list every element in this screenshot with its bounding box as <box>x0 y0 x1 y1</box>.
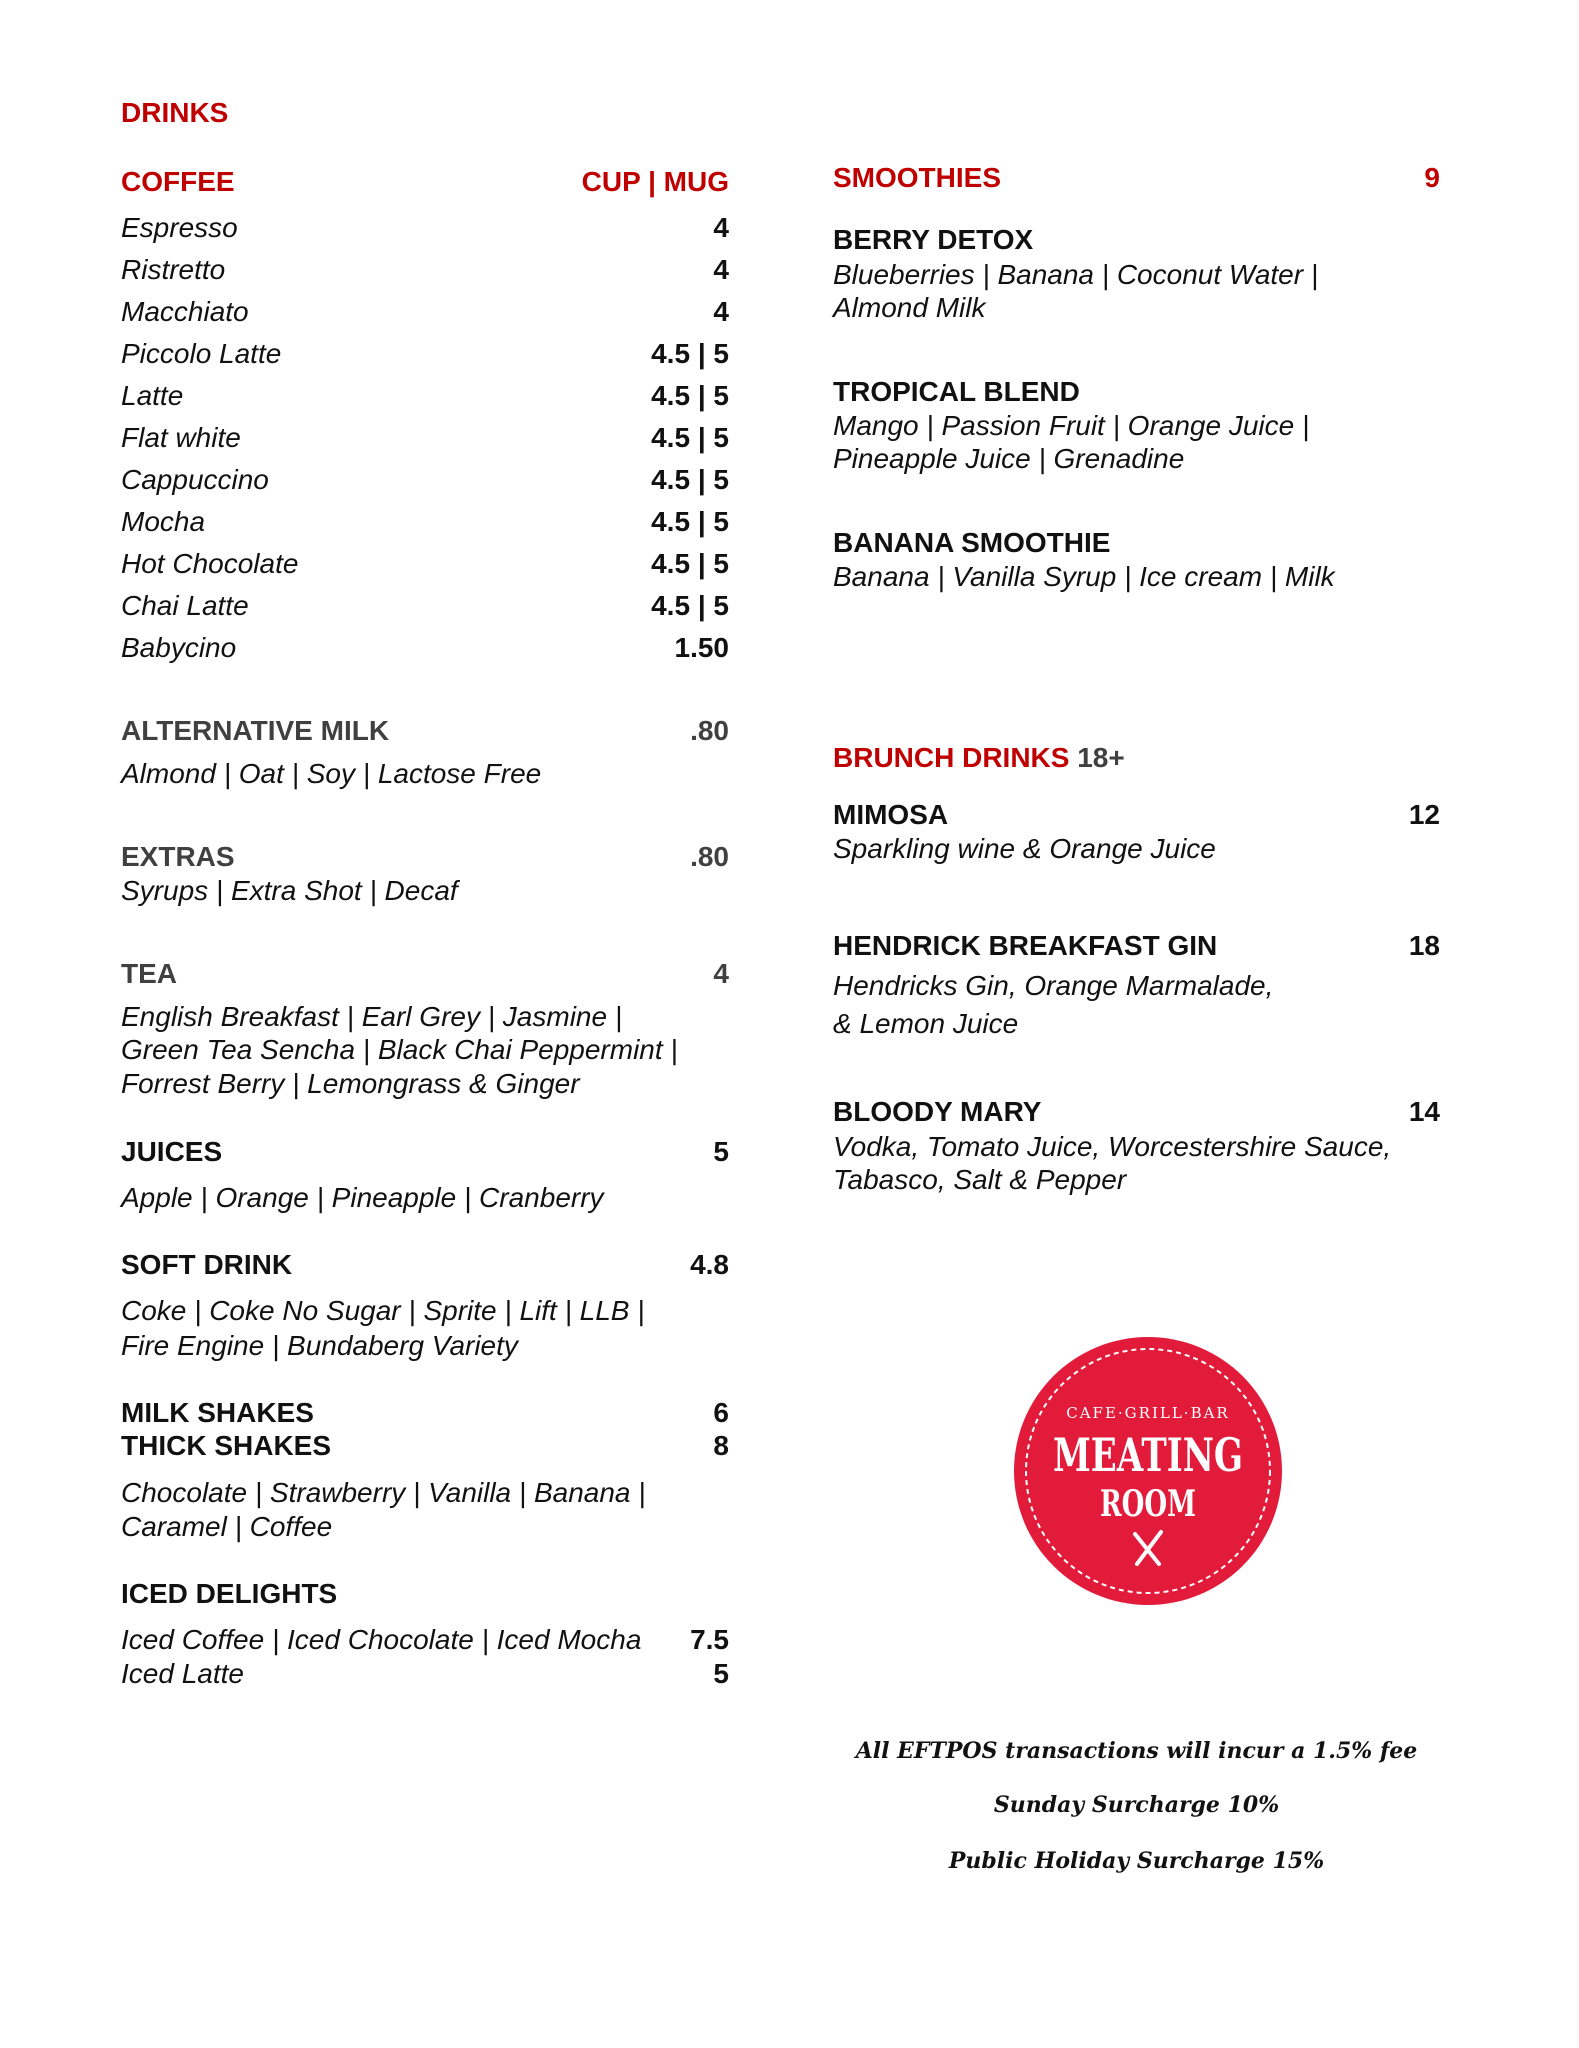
soft-drink-heading-price: 4.8 <box>690 1249 729 1280</box>
brunch-desc <box>833 1162 1440 1198</box>
tea-desc-text: English Breakfast | Earl Grey | Jasmine | <box>121 1001 623 1032</box>
coffee-item-text: Chai Latte <box>121 590 249 621</box>
smoothie-name-text: TROPICAL BLEND <box>833 376 1080 407</box>
smoothies-heading <box>833 160 1440 196</box>
juices-heading-text: JUICES <box>121 1136 223 1167</box>
smoothies-heading-text: SMOOTHIES <box>833 162 1002 193</box>
alt-milk-heading-price: .80 <box>690 715 729 746</box>
extras-heading-text: EXTRAS <box>121 841 235 872</box>
brunch-item <box>833 1094 1440 1130</box>
coffee-item-text: Cappuccino <box>121 464 269 495</box>
iced-item-price: 7.5 <box>690 1624 729 1655</box>
age-badge: 18+ <box>1077 742 1125 773</box>
iced-heading <box>121 1576 729 1612</box>
brunch-desc-text: Sparkling wine & Orange Juice <box>833 833 1216 864</box>
coffee-item-text: Piccolo Latte <box>121 338 282 369</box>
brunch-item-price: 18 <box>1408 930 1440 961</box>
brunch-desc <box>833 1129 1440 1165</box>
coffee-item-text: Espresso <box>121 212 238 243</box>
brunch-item-text: MIMOSA <box>833 799 949 830</box>
smoothie-name <box>833 374 1440 410</box>
tea-desc <box>121 1032 729 1068</box>
smoothie-desc <box>833 257 1440 293</box>
coffee-item <box>121 252 729 288</box>
juices-heading <box>121 1134 729 1170</box>
iced-item-text: Iced Coffee | Iced Chocolate | Iced Mocha <box>121 1624 642 1655</box>
smoothie-desc <box>833 559 1440 595</box>
coffee-item-text: Latte <box>121 380 184 411</box>
smoothie-name <box>833 525 1440 561</box>
coffee-item-price: 4.5 | 5 <box>651 506 729 537</box>
coffee-item-text: Hot Chocolate <box>121 548 299 579</box>
tea-desc <box>121 1066 729 1102</box>
shakes-desc-text: Caramel | Coffee <box>121 1511 333 1542</box>
coffee-heading-text: COFFEE <box>121 166 235 197</box>
coffee-item <box>121 378 729 414</box>
milk-shakes-heading-text: MILK SHAKES <box>121 1397 314 1428</box>
coffee-item-price: 4.5 | 5 <box>651 548 729 579</box>
brunch-item <box>833 797 1440 833</box>
smoothie-desc-text: Mango | Passion Fruit | Orange Juice | <box>833 410 1310 441</box>
brunch-desc-text: Hendricks Gin, Orange Marmalade, <box>833 970 1274 1001</box>
extras-heading <box>121 839 729 875</box>
shakes-desc-text: Chocolate | Strawberry | Vanilla | Banana | <box>121 1477 646 1508</box>
footer-holiday: Public Holiday Surcharge 15% <box>948 1848 1325 1874</box>
thick-shakes-heading <box>121 1428 729 1464</box>
coffee-heading <box>121 164 729 200</box>
smoothie-desc <box>833 290 1440 326</box>
tea-heading <box>121 956 729 992</box>
iced-heading-text: ICED DELIGHTS <box>121 1578 338 1609</box>
svg-text:ROOM: ROOM <box>1100 1483 1196 1525</box>
tea-heading-text: TEA <box>121 958 177 989</box>
iced-item-price: 5 <box>713 1658 729 1689</box>
milk-shakes-heading <box>121 1395 729 1431</box>
shakes-desc <box>121 1475 729 1511</box>
soft-drink-desc-text: Fire Engine | Bundaberg Variety <box>121 1330 518 1361</box>
tea-desc <box>121 999 729 1035</box>
brunch-item-price: 12 <box>1408 799 1440 830</box>
iced-item-text: Iced Latte <box>121 1658 244 1689</box>
brunch-item-text: HENDRICK BREAKFAST GIN <box>833 930 1218 961</box>
coffee-item-price: 4.5 | 5 <box>651 464 729 495</box>
soft-drink-heading <box>121 1247 729 1283</box>
brunch-desc <box>833 968 1440 1004</box>
coffee-item <box>121 462 729 498</box>
meating-room-logo <box>1013 1336 1283 1606</box>
coffee-item <box>121 210 729 246</box>
footer-eftpos: All EFTPOS transactions will incur a 1.5% fee <box>855 1738 1418 1764</box>
coffee-item <box>121 546 729 582</box>
brunch-desc-text: & Lemon Juice <box>833 1008 1019 1039</box>
coffee-item-text: Ristretto <box>121 254 226 285</box>
brunch-desc <box>833 831 1440 867</box>
coffee-item <box>121 504 729 540</box>
tea-heading-price: 4 <box>713 958 729 989</box>
smoothie-desc <box>833 408 1440 444</box>
coffee-item-price: 4.5 | 5 <box>651 338 729 369</box>
extras-heading-price: .80 <box>690 841 729 872</box>
svg-text:CAFE·GRILL·BAR: CAFE·GRILL·BAR <box>1066 1404 1230 1422</box>
coffee-item <box>121 420 729 456</box>
milk-shakes-heading-price: 6 <box>713 1397 729 1428</box>
juices-desc-text: Apple | Orange | Pineapple | Cranberry <box>121 1182 604 1213</box>
coffee-item-text: Macchiato <box>121 296 249 327</box>
smoothie-desc-text: Almond Milk <box>833 292 986 323</box>
tea-desc-text: Green Tea Sencha | Black Chai Peppermint | <box>121 1034 678 1065</box>
coffee-item-price: 4.5 | 5 <box>651 422 729 453</box>
soft-drink-desc-text: Coke | Coke No Sugar | Sprite | Lift | LLB | <box>121 1295 645 1326</box>
coffee-heading-price: CUP | MUG <box>581 166 729 197</box>
thick-shakes-heading-text: THICK SHAKES <box>121 1430 332 1461</box>
brunch-desc <box>833 1006 1440 1042</box>
coffee-item-price: 4.5 | 5 <box>651 380 729 411</box>
soft-drink-heading-text: SOFT DRINK <box>121 1249 293 1280</box>
smoothie-desc <box>833 441 1440 477</box>
coffee-item-text: Mocha <box>121 506 206 537</box>
coffee-item-text: Babycino <box>121 632 237 663</box>
coffee-item-price: 4 <box>713 212 729 243</box>
smoothie-desc-text: Pineapple Juice | Grenadine <box>833 443 1185 474</box>
extras-desc <box>121 873 729 909</box>
brunch-item-price: 14 <box>1408 1096 1440 1127</box>
coffee-item <box>121 336 729 372</box>
smoothie-name-text: BERRY DETOX <box>833 224 1034 255</box>
brunch-heading <box>833 740 1440 776</box>
coffee-item <box>121 630 729 666</box>
juices-desc <box>121 1180 729 1216</box>
smoothie-desc-text: Blueberries | Banana | Coconut Water | <box>833 259 1319 290</box>
thick-shakes-heading-price: 8 <box>713 1430 729 1461</box>
svg-text:MEATING: MEATING <box>1053 1428 1243 1482</box>
brunch-item <box>833 928 1440 964</box>
drinks-title <box>121 95 729 131</box>
extras-desc-text: Syrups | Extra Shot | Decaf <box>121 875 458 906</box>
drinks-title-text: DRINKS <box>121 97 229 128</box>
coffee-item-text: Flat white <box>121 422 241 453</box>
shakes-desc <box>121 1509 729 1545</box>
brunch-item-text: BLOODY MARY <box>833 1096 1042 1127</box>
coffee-item <box>121 588 729 624</box>
footer-sunday: Sunday Surcharge 10% <box>993 1792 1280 1818</box>
coffee-item-price: 4 <box>713 296 729 327</box>
smoothie-desc-text: Banana | Vanilla Syrup | Ice cream | Milk <box>833 561 1335 592</box>
juices-heading-price: 5 <box>713 1136 729 1167</box>
brunch-desc-text: Vodka, Tomato Juice, Worcestershire Sauce, <box>833 1131 1392 1162</box>
iced-item <box>121 1622 729 1658</box>
coffee-item-price: 1.50 <box>674 632 729 663</box>
iced-item <box>121 1656 729 1692</box>
brunch-heading-text: BRUNCH DRINKS <box>833 742 1070 773</box>
brunch-desc-text: Tabasco, Salt & Pepper <box>833 1164 1127 1195</box>
alt-milk-desc-text: Almond | Oat | Soy | Lactose Free <box>121 758 542 789</box>
coffee-item <box>121 294 729 330</box>
coffee-item-price: 4.5 | 5 <box>651 590 729 621</box>
tea-desc-text: Forrest Berry | Lemongrass & Ginger <box>121 1068 580 1099</box>
soft-drink-desc <box>121 1293 729 1329</box>
soft-drink-desc <box>121 1328 729 1364</box>
smoothie-name-text: BANANA SMOOTHIE <box>833 527 1111 558</box>
smoothie-name <box>833 222 1440 258</box>
alt-milk-heading-text: ALTERNATIVE MILK <box>121 715 390 746</box>
smoothies-heading-price: 9 <box>1424 162 1440 193</box>
alt-milk-desc <box>121 756 729 792</box>
coffee-item-price: 4 <box>713 254 729 285</box>
alt-milk-heading <box>121 713 729 749</box>
